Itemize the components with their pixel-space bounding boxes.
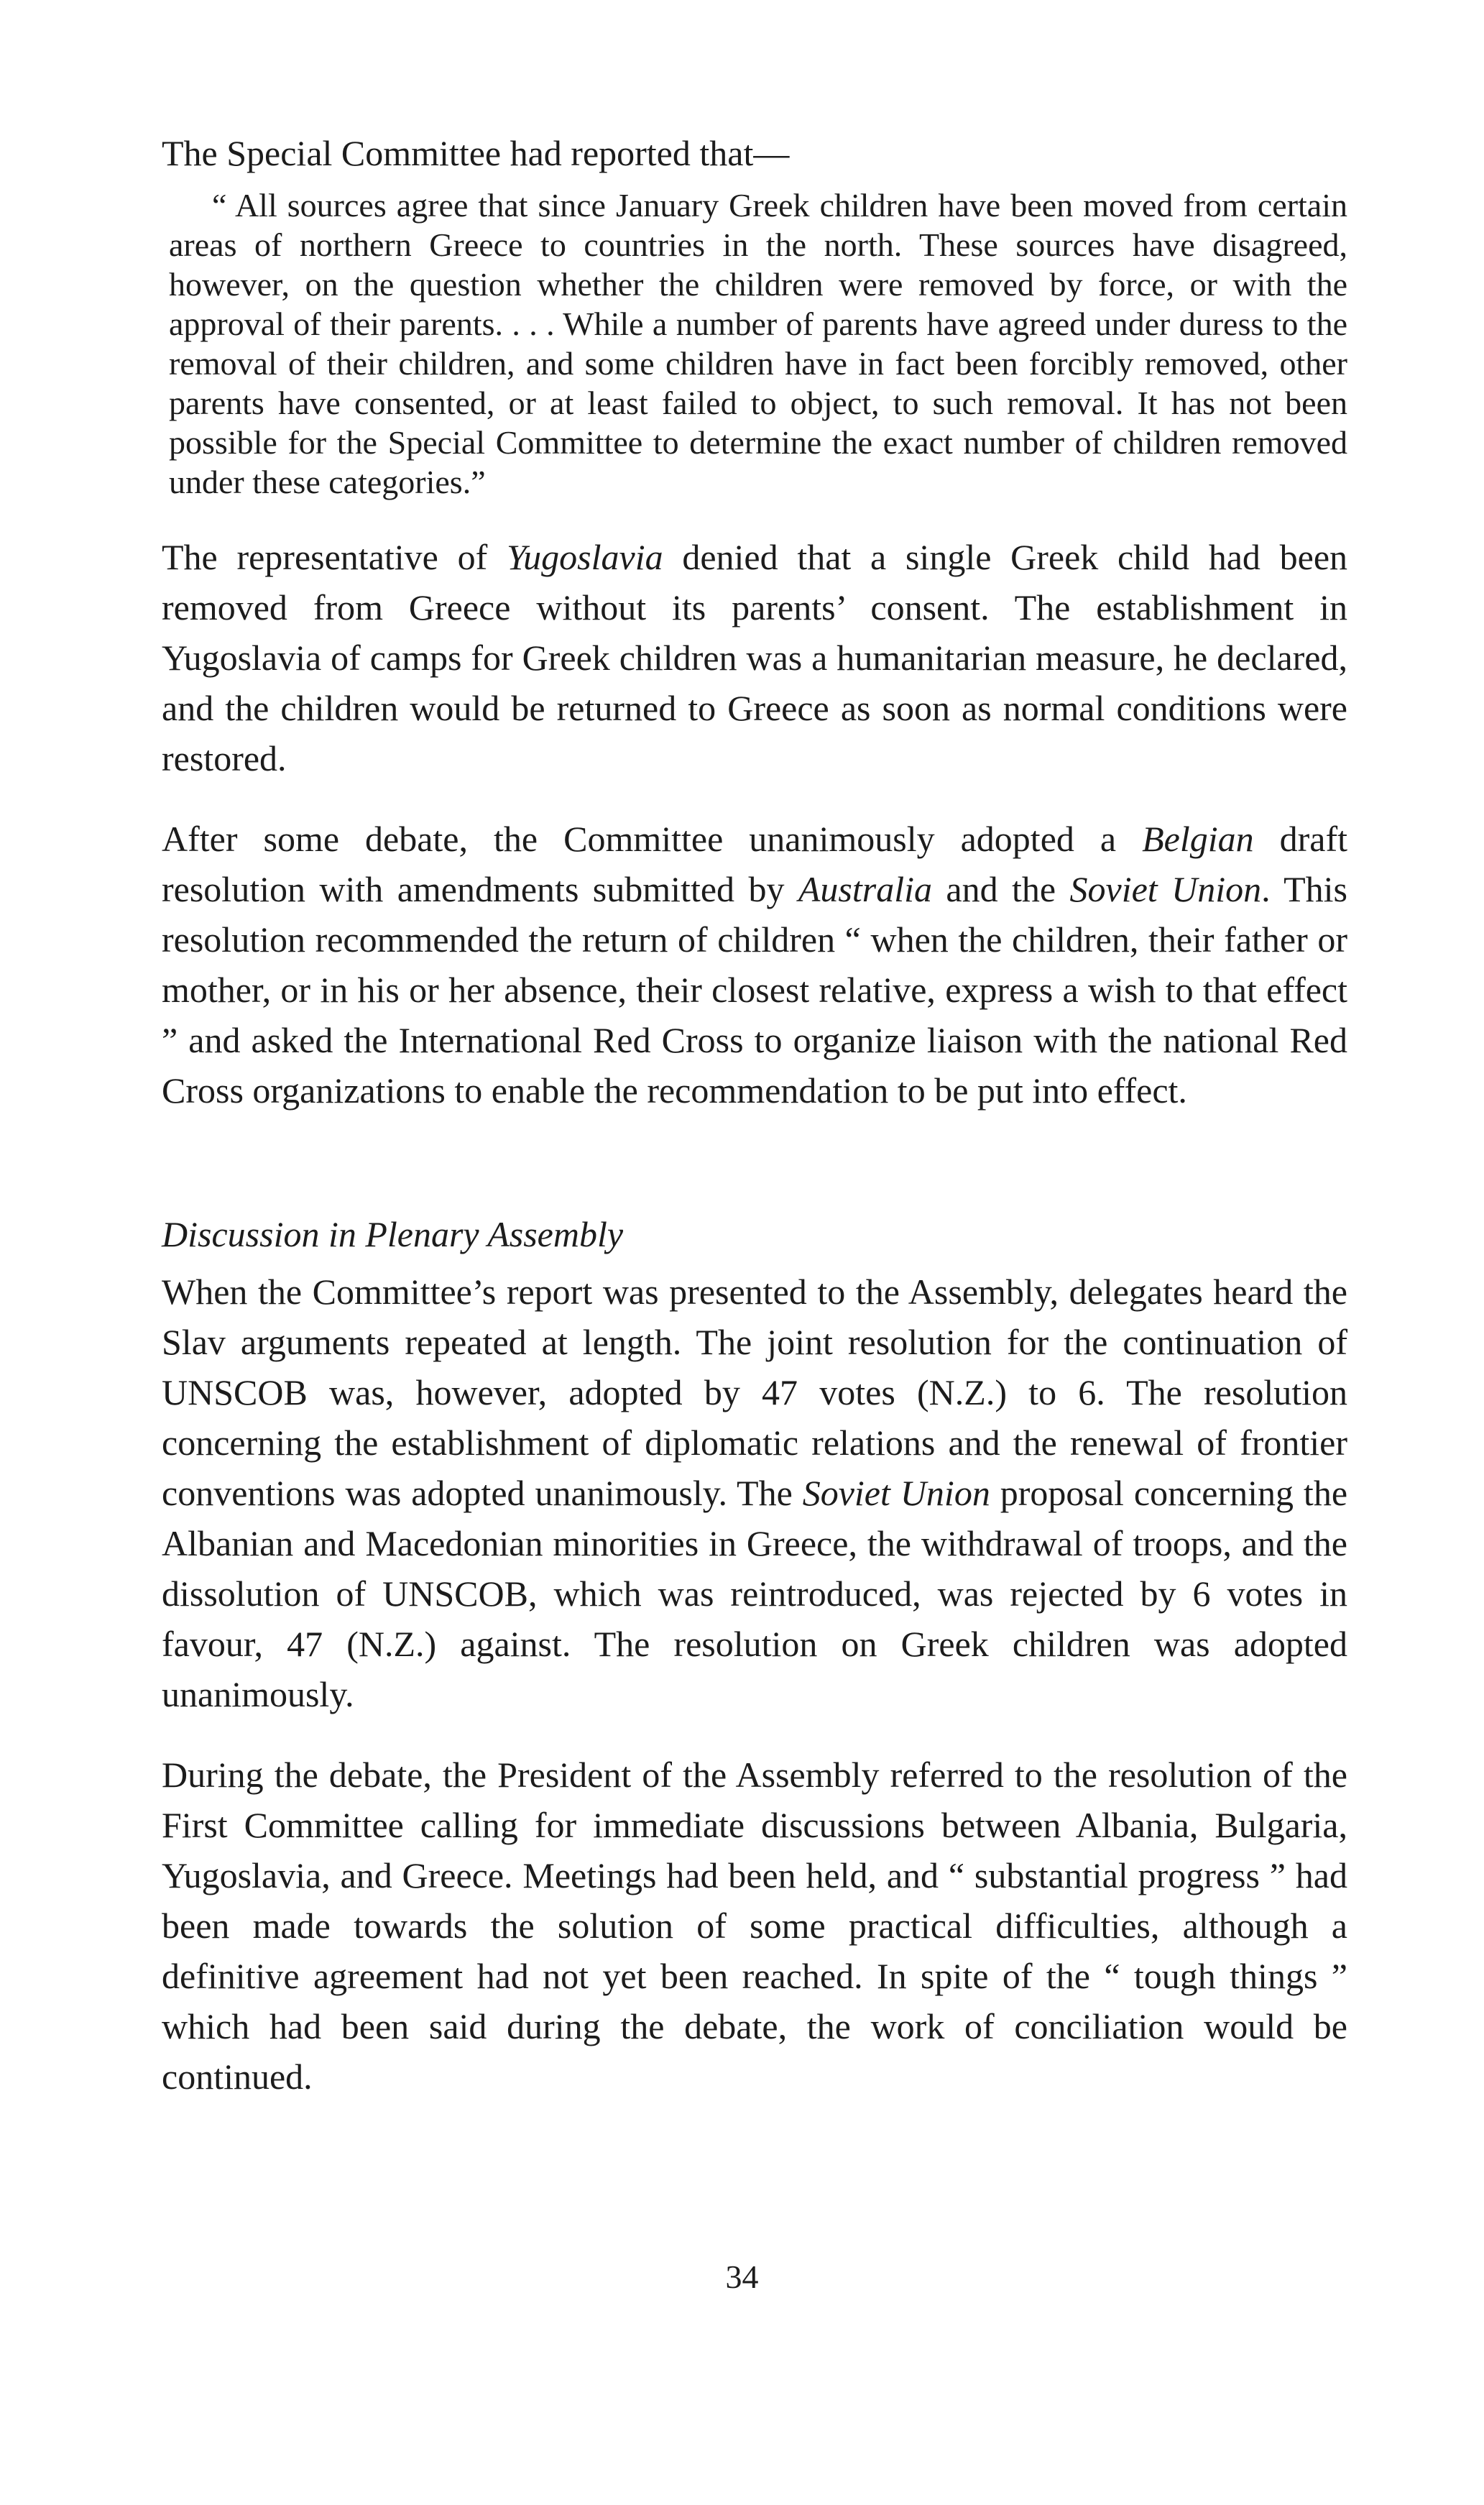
debate-paragraph: During the debate, the President of the Assembly referred to the resolution of the First Committee calling for immediate discussions between Albania, Bulgaria, Yugoslavia, and Greece. Meetings had been held, and “ substantial progress ” had been made towards the solution of some practical difficulties, although a definitive agreement had not yet been reached. In spite of the “ tough things ” which had been said during the debate, the work of conciliation would be continued. bbox=[162, 1755, 1347, 2097]
country-yugoslavia: Yugoslavia bbox=[506, 537, 663, 577]
resolution-paragraph: After some debate, the Committee unanimously adopted a Belgian draft resolution with amendments submitted by Australia and the Soviet Union. This resolution recommended the return of children “ when the children, their father or mother, or in his or her absence, their closest relative, express a wish to that effect ” and asked the International Red Cross to organize liaison with the national Red Cross organizations to enable the recommendation to be put into effect. bbox=[162, 819, 1348, 1111]
page-number: 34 bbox=[725, 2258, 759, 2295]
country-soviet-union: Soviet Union bbox=[1069, 869, 1262, 909]
intro-paragraph: The Special Committee had reported that— bbox=[162, 133, 790, 173]
country-soviet-union: Soviet Union bbox=[802, 1473, 990, 1513]
country-belgian: Belgian bbox=[1142, 819, 1254, 859]
quoted-report: “ All sources agree that since January Greek children have been moved from certain areas of northern Greece to countries in the north. These sources have disagreed, however, on the question whether the children were removed by force, or with the approval of their parents. . . . While a number of parents have agreed under duress to the removal of their children, and some children have in fact been forcibly removed, other parents have consented, or at least failed to object, to such removal. It has not been possible for the Special Committee to determine the exact number of children removed under these categories.” bbox=[169, 187, 1347, 500]
plenary-paragraph: When the Committee’s report was presented to the Assembly, delegates heard the Slav arguments repeated at length. The joint resolution for the continuation of UNSCOB was, however, adopted by 47 votes (N.Z.) to 6. The resolution concerning the establishment of diplomatic relations and the renewal of frontier conventions was adopted unanimously. The Soviet Union proposal concerning the Albanian and Macedonian minorities in Greece, the withdrawal of troops, and the dissolution of UNSCOB, which was reintroduced, was rejected by 6 votes in favour, 47 (N.Z.) against. The resolution on Greek children was adopted unanimously. bbox=[162, 1272, 1348, 1714]
document-page bbox=[162, 128, 1347, 2102]
section-heading: Discussion in Plenary Assembly bbox=[162, 1214, 624, 1254]
country-australia: Australia bbox=[798, 869, 932, 909]
yugoslavia-paragraph: The representative of Yugoslavia denied that a single Greek child had been removed from Greece without its parents’ consent. The establishment in Yugoslavia of camps for Greek children was a humanitarian measure, he declared, and the children would be returned to Greece as soon as normal conditions were restored. bbox=[162, 537, 1348, 778]
